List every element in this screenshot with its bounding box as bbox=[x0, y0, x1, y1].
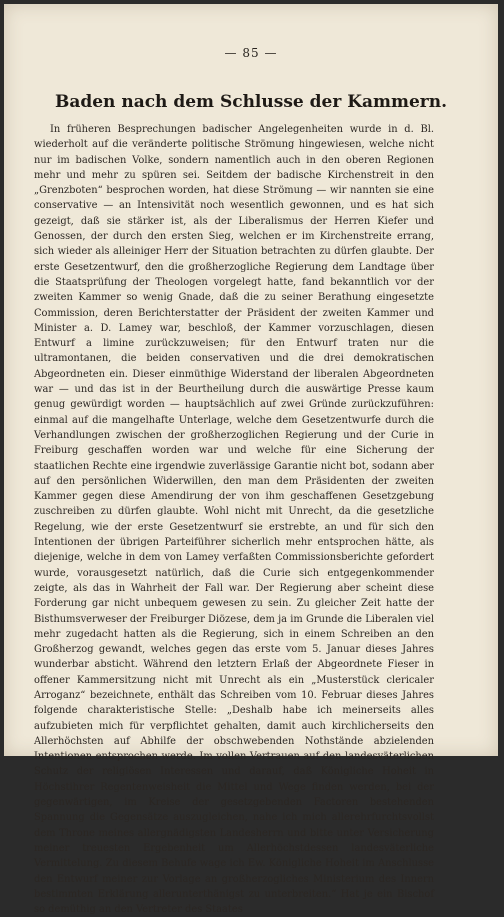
body-paragraph: In früheren Besprechungen badischer Angelegenheiten wurde in d. Bl. wiederholt auf die veränderte politische Strömung hingewiesen, welche nicht nur im badischen Volke, sondern namentlich auch in den oberen Regionen mehr und mehr zu spüren sei. Seitdem der badische Kirchenstreit in den „Grenzboten“ besprochen worden, hat diese Strömung — wir nannten sie eine conservative — an Intensivität noch wesentlich gewonnen, und es hat sich gezeigt, daß sie stärker ist, als der Liberalismus der Herren Kiefer und Genossen, der durch den ersten Sieg, welchen er im Kirchenstreite errang, sich wieder als alleiniger Herr der Situation betrachten zu dürfen glaubte. Der erste Gesetzentwurf, den die großherzogliche Regierung dem Landtage über die Staatsprüfung der Theologen vorgelegt hatte, fand bekanntlich vor der zweiten Kammer so wenig Gnade, daß die zu seiner Berathung eingesetzte Commission, deren Berichterstatter der Präsident der zweiten Kammer und Minister a. D. Lamey war, beschloß, der Kammer vorzuschlagen, diesen Entwurf a limine zurückzuweisen; für den Entwurf traten nur die ultramontanen, die beiden conservativen und die drei demokratischen Abgeordneten ein. Dieser einmüthige Widerstand der liberalen Abgeordneten war — und das ist in der Beurtheilung durch die auswärtige Presse kaum genug gewürdigt worden — hauptsächlich auf zwei Gründe zurückzuführen: einmal auf die mangelhafte Unterlage, welche dem Gesetzentwurfe durch die Verhandlungen zwischen der großherzoglichen Regierung und der Curie in Freiburg geschaffen worden war und welche für eine Sicherung der staatlichen Rechte eine irgendwie zuverlässige Garantie nicht bot, sodann aber auf den persönlichen Widerwillen, den man dem Präsidenten der zweiten Kammer gegen diese Amendirung der von ihm geschaffenen Gesetzgebung zuschreiben zu dürfen glaubte. Wohl nicht mit Unrecht, da die gesetzliche Regelung, wie der erste Gesetzentwurf sie erstrebte, an und für sich den Intentionen der übrigen Parteiführer sicherlich mehr entsprochen hätte, als diejenige, welche in dem von Lamey verfaßten Commissionsberichte gefordert wurde, vorausgesetzt natürlich, daß die Curie sich entgegenkommender zeigte, als das in Wahrheit der Fall war. Der Regierung aber scheint diese Forderung gar nicht unbequem gewesen zu sein. Zu gleicher Zeit hatte der Bisthumsverweser der Freiburger Diözese, dem ja im Grunde die Liberalen viel mehr zugedacht hatten als die Regierung, sich in einem Schreiben an den Großherzog gewandt, welches gegen das erste vom 5. Januar dieses Jahres wunderbar absticht. Während den letztern Erlaß der Abgeordnete Fieser in offener Kammersitzung nicht mit Unrecht als ein „Musterstück clericaler Arroganz“ bezeichnete, enthält das Schreiben vom 10. Februar dieses Jahres folgende charakteristische Stelle: „Deshalb habe ich meinerseits alles aufzubieten mich für verpflichtet gehalten, damit auch kirchlicherseits den Allerhöchsten auf Abhilfe der obschwebenden Nothstände abzielenden Intentionen entsprochen werde. Im vollen Vertrauen auf den landesväterlichen Schutz der religiösen Interessen und darauf, daß Königliche Hoheit in Höchstihrer Regentenweisheit die Mittel und Wege finden werden, bei der gegenwärtigen, im Kreise der gesetzgebenden Factoren bestehenden Spannung die Gegensätze auszugleichen, nahe ich mich allerehrfurchtsvollst dem Throne meines allergnädigsten Landesherrn und bitte unter Versicherung meiner treuesten Ergebenheit um Allerhöchstdessen landesväterliche Vermittelung. Zu diesem Behufe wage ich Ew. Königliche Hoheit im Anschlusse den Entwurf meiner zur Vorlage an großherzogliches Ministerium des Innern bestimmten Erklärung allerunterthänigst zu unterbreiten.“ Hat je ein Bischof so demüthig an den Vertreter des Staates bbox=[34, 124, 434, 916]
document-page bbox=[4, 4, 498, 916]
article-body bbox=[34, 122, 434, 917]
page-number: — 85 — bbox=[224, 46, 278, 60]
article-title: Baden nach dem Schlusse der Kammern. bbox=[54, 92, 448, 112]
